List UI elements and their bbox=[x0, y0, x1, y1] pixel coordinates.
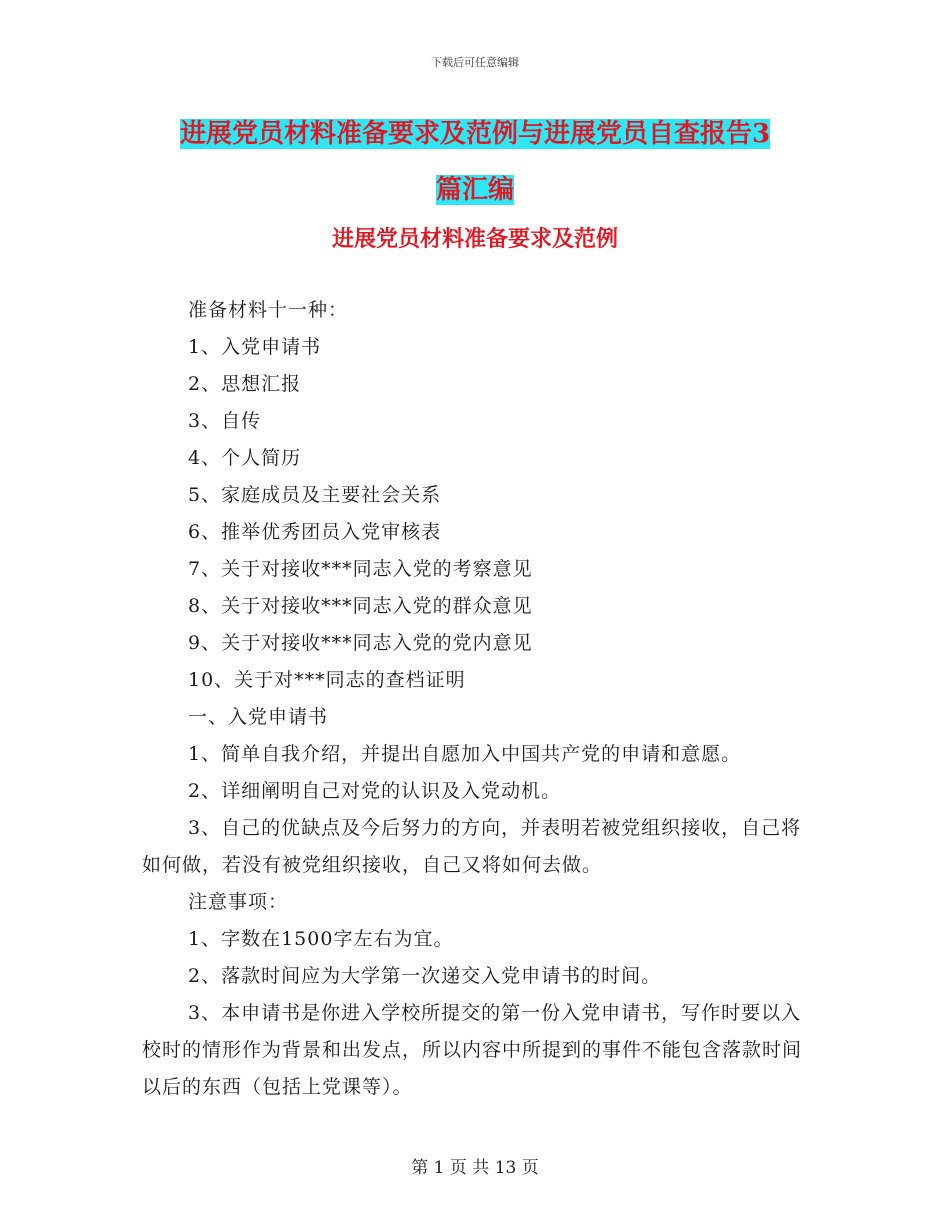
document-body bbox=[142, 292, 806, 1106]
paragraph: 6、推举优秀团员入党审核表 bbox=[188, 521, 442, 543]
document-title-line-2: 篇汇编 bbox=[435, 175, 514, 205]
page-header: 下载后可任意编辑 bbox=[431, 56, 519, 69]
paragraph: 2、思想汇报 bbox=[188, 373, 302, 395]
paragraph: 3、自己的优缺点及今后努力的方向，并表明若被党组织接收，自己将如何做，若没有被党组织接收，自己又将如何去做。 bbox=[142, 817, 802, 876]
paragraph: 1、字数在1500字左右为宜。 bbox=[188, 928, 454, 950]
document-title bbox=[140, 106, 810, 218]
paragraph: 注意事项： bbox=[188, 891, 289, 913]
paragraph: 3、自传 bbox=[188, 410, 262, 432]
paragraph: 2、落款时间应为大学第一次递交入党申请书的时间。 bbox=[188, 965, 662, 987]
document-title-line-1: 进展党员材料准备要求及范例与进展党员自查报告3 bbox=[179, 119, 771, 149]
paragraph: 10、关于对***同志的查档证明 bbox=[188, 669, 466, 691]
paragraph: 9、关于对接收***同志入党的党内意见 bbox=[188, 632, 533, 654]
paragraph: 7、关于对接收***同志入党的考察意见 bbox=[188, 558, 533, 580]
paragraph: 2、详细阐明自己对党的认识及入党动机。 bbox=[188, 780, 562, 802]
paragraph: 3、本申请书是你进入学校所提交的第一份入党申请书，写作时要以入校时的情形作为背景和出发点，所以内容中所提到的事件不能包含落款时间以后的东西（包括上党课等）。 bbox=[142, 1002, 803, 1098]
page-footer: 第 1 页 共 13 页 bbox=[411, 1158, 539, 1178]
paragraph: 5、家庭成员及主要社会关系 bbox=[188, 484, 442, 506]
paragraph: 一、入党申请书 bbox=[188, 706, 329, 728]
paragraph: 4、个人简历 bbox=[188, 447, 302, 469]
section-title: 进展党员材料准备要求及范例 bbox=[331, 226, 618, 252]
paragraph: 1、简单自我介绍，并提出自愿加入中国共产党的申请和意愿。 bbox=[188, 743, 742, 765]
paragraph: 1、入党申请书 bbox=[188, 336, 322, 358]
paragraph: 8、关于对接收***同志入党的群众意见 bbox=[188, 595, 533, 617]
paragraph: 准备材料十一种： bbox=[188, 299, 349, 321]
